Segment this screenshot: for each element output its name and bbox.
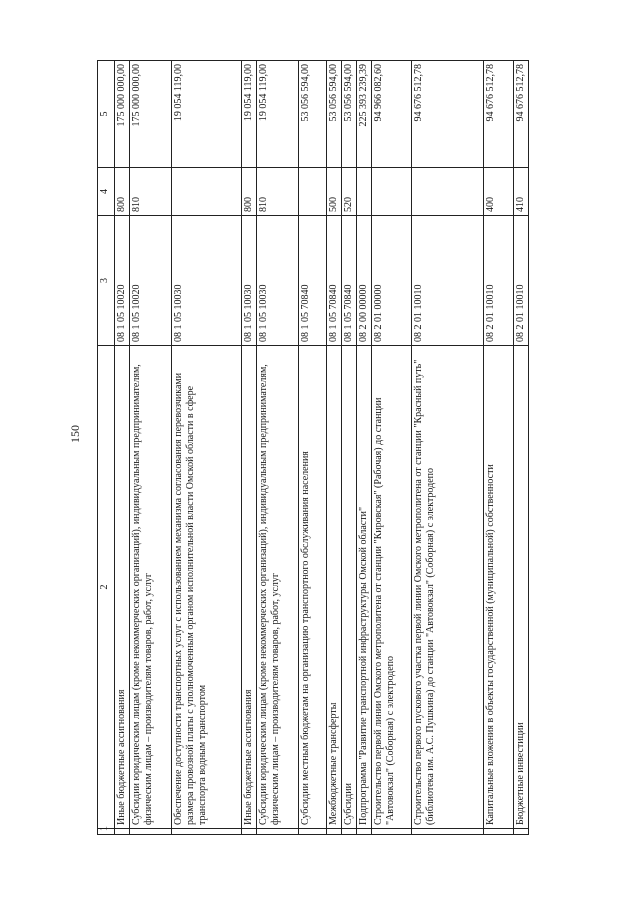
- row-code: 08 1 05 10030: [242, 216, 257, 346]
- row-code: 08 2 01 10010: [484, 216, 514, 346]
- row-vr: [372, 168, 412, 216]
- row-code: 08 1 05 70840: [299, 216, 327, 346]
- row-amount: 94 676 512,78: [412, 61, 484, 168]
- table-row: [514, 61, 529, 835]
- row-vr: 810: [130, 168, 172, 216]
- row-code: 08 1 05 70840: [327, 216, 342, 346]
- table-row: [484, 61, 514, 835]
- row-amount: 53 056 594,00: [327, 61, 342, 168]
- row-code: 08 2 01 10010: [412, 216, 484, 346]
- header-cell: 2: [98, 346, 115, 829]
- header-cell: 5: [98, 61, 115, 168]
- row-name: Бюджетные инвестиции: [514, 346, 529, 829]
- table-row: [115, 61, 130, 835]
- table-row: [130, 61, 172, 835]
- row-vr: [357, 168, 372, 216]
- table-row: [372, 61, 412, 835]
- row-code: 08 1 05 10030: [257, 216, 299, 346]
- header-cell: 3: [98, 216, 115, 346]
- row-vr: 520: [342, 168, 357, 216]
- row-name: Субсидии юридическим лицам (кроме некоммерческих организаций), индивидуальным предпринимателям, физическим лицам – производителям товаров, работ, услуг: [130, 346, 172, 829]
- row-vr: 810: [257, 168, 299, 216]
- row-name: Капитальные вложения в объекты государственной (муниципальной) собственности: [484, 346, 514, 829]
- row-amount: 19 054 119,00: [242, 61, 257, 168]
- row-code: 08 1 05 10020: [130, 216, 172, 346]
- row-vr: [412, 168, 484, 216]
- row-amount: 225 393 239,39: [357, 61, 372, 168]
- empty-cell: [242, 829, 257, 835]
- row-name: Субсидии местным бюджетам на организацию транспортного обслуживания населения: [299, 346, 327, 829]
- table-row: [257, 61, 299, 835]
- empty-cell: [372, 829, 412, 835]
- empty-cell: [342, 829, 357, 835]
- row-vr: [172, 168, 242, 216]
- header-row: [98, 61, 115, 835]
- table-row: [357, 61, 372, 835]
- row-code: 08 2 01 00000: [372, 216, 412, 346]
- header-cell: 4: [98, 168, 115, 216]
- row-amount: 175 000 000,00: [115, 61, 130, 168]
- table-row: [342, 61, 357, 835]
- table-row: [172, 61, 242, 835]
- row-amount: 19 054 119,00: [257, 61, 299, 168]
- row-amount: 94 676 512,78: [514, 61, 529, 168]
- empty-cell: [514, 829, 529, 835]
- table-row: [242, 61, 257, 835]
- empty-cell: [299, 829, 327, 835]
- row-code: 08 2 00 00000: [357, 216, 372, 346]
- table-row: [327, 61, 342, 835]
- row-amount: 53 056 594,00: [342, 61, 357, 168]
- table-row: [299, 61, 327, 835]
- empty-cell: [484, 829, 514, 835]
- row-name: Субсидии юридическим лицам (кроме некоммерческих организаций), индивидуальным предпринимателям, физическим лицам – производителям товаров, работ, услуг: [257, 346, 299, 829]
- row-code: 08 1 05 70840: [342, 216, 357, 346]
- rotated-table-container: [97, 61, 547, 835]
- row-amount: 94 676 512,78: [484, 61, 514, 168]
- row-name: Межбюджетные трансферты: [327, 346, 342, 829]
- row-name: Строительство первого пускового участка первой линии Омского метрополитена от станции "Красный путь" (библиотека им. А.С. Пушкина) до станции "Автовокзал" (Соборная) с электродепо: [412, 346, 484, 829]
- row-vr: 400: [484, 168, 514, 216]
- row-vr: 410: [514, 168, 529, 216]
- row-vr: 800: [242, 168, 257, 216]
- row-name: Обеспечение доступности транспортных услуг с использованием механизма согласования перевозчиками размера провозной платы с уполномоченным органом исполнительной власти Омской области в сфере транспорта водным транспортом: [172, 346, 242, 829]
- budget-table: [97, 60, 529, 835]
- empty-cell: [357, 829, 372, 835]
- empty-cell: [172, 829, 242, 835]
- row-name: Субсидии: [342, 346, 357, 829]
- row-amount: 19 054 119,00: [172, 61, 242, 168]
- row-amount: 53 056 594,00: [299, 61, 327, 168]
- row-code: 08 2 01 10010: [514, 216, 529, 346]
- row-amount: 175 000 000,00: [130, 61, 172, 168]
- empty-cell: [115, 829, 130, 835]
- table-row: [412, 61, 484, 835]
- row-vr: 500: [327, 168, 342, 216]
- row-name: Подпрограмма "Развитие транспортной инфраструктуры Омской области": [357, 346, 372, 829]
- row-code: 08 1 05 10030: [172, 216, 242, 346]
- row-name: Иные бюджетные ассигнования: [242, 346, 257, 829]
- row-name: Строительство первой линии Омского метрополитена от станции "Кировская" (Рабочая) до станции "Автовокзал" (Соборная) с электродепо: [372, 346, 412, 829]
- empty-cell: [412, 829, 484, 835]
- row-name: Иные бюджетные ассигнования: [115, 346, 130, 829]
- row-vr: [299, 168, 327, 216]
- page-number: 150: [68, 425, 82, 443]
- row-vr: 800: [115, 168, 130, 216]
- empty-cell: [257, 829, 299, 835]
- row-amount: 94 966 082,60: [372, 61, 412, 168]
- header-cell: 1: [98, 829, 115, 835]
- row-code: 08 1 05 10020: [115, 216, 130, 346]
- empty-cell: [327, 829, 342, 835]
- empty-cell: [130, 829, 172, 835]
